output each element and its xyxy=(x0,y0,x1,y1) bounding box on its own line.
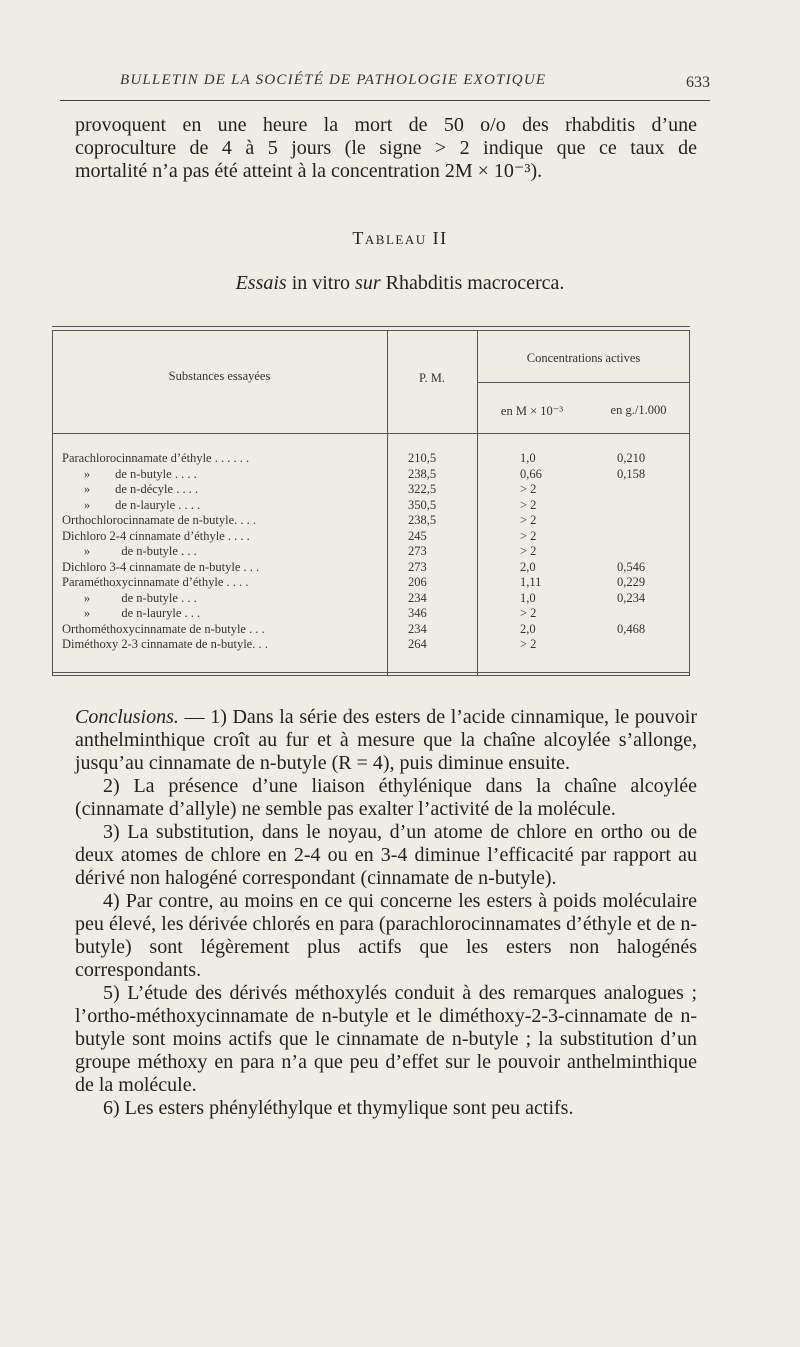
table-row xyxy=(52,482,690,497)
cell-molar: 1,0 xyxy=(520,451,536,465)
cell-pm: 350,5 xyxy=(408,497,437,512)
cell-molar: > 2 xyxy=(520,637,537,651)
header-pm: P. M. xyxy=(418,371,446,385)
conclusion-paragraph xyxy=(75,706,697,775)
cell-substance: » de n-butyle . . . . xyxy=(62,466,197,481)
cell-pm: 245 xyxy=(408,528,427,543)
intro-paragraph xyxy=(75,114,697,183)
table-title: Tableau II xyxy=(352,228,448,248)
table-row xyxy=(52,622,690,637)
cell-molar: 1,11 xyxy=(520,575,542,589)
cell-substance: » de n-décyle . . . . xyxy=(62,482,199,496)
subtitle-part: Essais xyxy=(235,272,287,294)
cell-substance: Dichloro 2-4 cinnamate d’éthyle . . . . xyxy=(62,528,250,543)
cell-substance: » de n-lauryle . . . xyxy=(62,606,201,620)
cell-molar: 2,0 xyxy=(520,621,536,636)
subtitle-part: sur xyxy=(355,272,381,294)
conclusion-paragraph: 5) L’étude des dérivés méthoxylés conduit à des remarques analogues ; l’ortho-méthoxycinnamate de n-butyle et le diméthoxy-2-3-cinnamate de n-butyle sont moins actifs que le cinnamate de n-butyle ; la substitution d’un groupe méthoxy en para n’a que peu d’effet sur le pouvoir anthelminthique de la molécule. xyxy=(75,982,697,1096)
table-row xyxy=(52,575,690,590)
subheader-rule xyxy=(477,382,690,383)
cell-molar: > 2 xyxy=(520,497,537,512)
table-row xyxy=(52,544,690,559)
table-row xyxy=(52,591,690,606)
table-row xyxy=(52,498,690,513)
conclusion-paragraph: 4) Par contre, au moins en ce qui concerne les esters à poids moléculaire peu élevé, les dérivée chlorés en para (parachlorocinnamates d’éthyle et de n-butyle) sont légèrement plus actifs que les esters non halogénés correspondants. xyxy=(75,890,697,981)
cell-grams: 0,158 xyxy=(617,466,646,481)
header-concentrations: Concentrations actives xyxy=(526,351,641,365)
table-subtitle xyxy=(0,272,800,295)
cell-grams: 0,210 xyxy=(617,451,646,465)
cell-pm: 322,5 xyxy=(408,482,437,496)
subtitle-part: Rhabditis macrocerca. xyxy=(380,272,565,294)
cell-pm: 206 xyxy=(408,575,427,589)
intro-line: mortalité n’a pas été atteint à la concentration 2M × 10⁻³). xyxy=(75,160,543,182)
conclusion-paragraph: 6) Les esters phényléthylque et thymylique sont peu actifs. xyxy=(103,1097,574,1119)
cell-pm: 273 xyxy=(408,544,427,558)
cell-pm: 238,5 xyxy=(408,466,437,481)
cell-substance: Diméthoxy 2-3 cinnamate de n-butyle. . . xyxy=(62,637,268,651)
table-row xyxy=(52,451,690,466)
table-bottom-rule xyxy=(52,672,690,673)
cell-substance: Orthométhoxycinnamate de n-butyle . . . xyxy=(62,621,265,636)
cell-pm: 234 xyxy=(408,590,427,605)
cell-substance: » de n-lauryle . . . . xyxy=(62,497,201,512)
intro-line: provoquent en une heure la mort de 50 o/o des rhabditis d’une xyxy=(75,114,697,136)
cell-molar: 2,0 xyxy=(520,559,536,574)
cell-molar: > 2 xyxy=(520,606,537,620)
cell-molar: > 2 xyxy=(520,513,537,527)
running-title: BULLETIN DE LA SOCIÉTÉ DE PATHOLOGIE EXOTIQUE xyxy=(120,72,547,88)
table-row xyxy=(52,513,690,528)
cell-grams: 0,546 xyxy=(617,559,646,574)
conclusions-section xyxy=(75,706,697,1120)
cell-molar: > 2 xyxy=(520,482,537,496)
header-bottom-rule xyxy=(52,433,690,434)
page-number: 633 xyxy=(686,74,710,91)
cell-pm: 210,5 xyxy=(408,451,437,465)
cell-pm: 234 xyxy=(408,621,427,636)
header-molar: en M × 10⁻³ xyxy=(500,404,564,418)
results-table xyxy=(52,326,690,675)
cell-substance: Parachlorocinnamate d’éthyle . . . . . . xyxy=(62,451,250,465)
table-bottom-rule xyxy=(52,675,690,676)
cell-pm: 264 xyxy=(408,637,427,651)
table-row xyxy=(52,467,690,482)
table-row xyxy=(52,606,690,621)
cell-molar: 1,0 xyxy=(520,590,536,605)
table-row xyxy=(52,560,690,575)
cell-substance: » de n-butyle . . . xyxy=(62,590,197,605)
page-header xyxy=(60,66,710,106)
cell-pm: 238,5 xyxy=(408,513,437,527)
header-rule xyxy=(60,100,710,101)
header-substances: Substances essayées xyxy=(168,369,271,383)
cell-grams: 0,234 xyxy=(617,590,646,605)
conclusion-paragraph: 3) La substitution, dans le noyau, d’un atome de chlore en ortho ou de deux atomes de chlore en 2-4 ou en 3-4 diminue l’efficacité par rapport au dérivé non halogéné correspondant (cinnamate de n-butyle). xyxy=(75,821,697,889)
table-row xyxy=(52,529,690,544)
cell-molar: > 2 xyxy=(520,528,537,543)
conclusions-heading: Conclusions. xyxy=(75,706,179,728)
cell-substance: » de n-butyle . . . xyxy=(62,544,197,558)
cell-substance: Dichloro 3-4 cinnamate de n-butyle . . . xyxy=(62,559,260,574)
subtitle-part: in vitro xyxy=(286,272,356,294)
cell-molar: > 2 xyxy=(520,544,537,558)
header-grams: en g./1.000 xyxy=(610,403,667,417)
cell-grams: 0,229 xyxy=(617,575,646,589)
conclusion-text: — 1) Dans la série des esters de l’acide cinnamique, le pouvoir anthelminthique croît au fur et à mesure que la chaîne alcoylée s’allonge, jusqu’au cinnamate de n-butyle (R = 4), puis diminue ensuite. xyxy=(75,706,697,774)
intro-line: coproculture de 4 à 5 jours (le signe > 2 indique que ce taux de xyxy=(75,137,697,159)
cell-substance: Orthochlorocinnamate de n-butyle. . . . xyxy=(62,513,257,527)
cell-pm: 346 xyxy=(408,606,427,620)
cell-grams: 0,468 xyxy=(617,621,646,636)
cell-molar: 0,66 xyxy=(520,466,542,481)
table-rule xyxy=(52,330,690,331)
cell-substance: Paraméthoxycinnamate d’éthyle . . . . xyxy=(62,575,249,589)
table-row xyxy=(52,637,690,652)
conclusion-paragraph: 2) La présence d’une liaison éthylénique dans la chaîne alcoylée (cinnamate d’allyle) ne semble pas exalter l’activité de la molécule. xyxy=(75,775,697,820)
cell-pm: 273 xyxy=(408,559,427,574)
